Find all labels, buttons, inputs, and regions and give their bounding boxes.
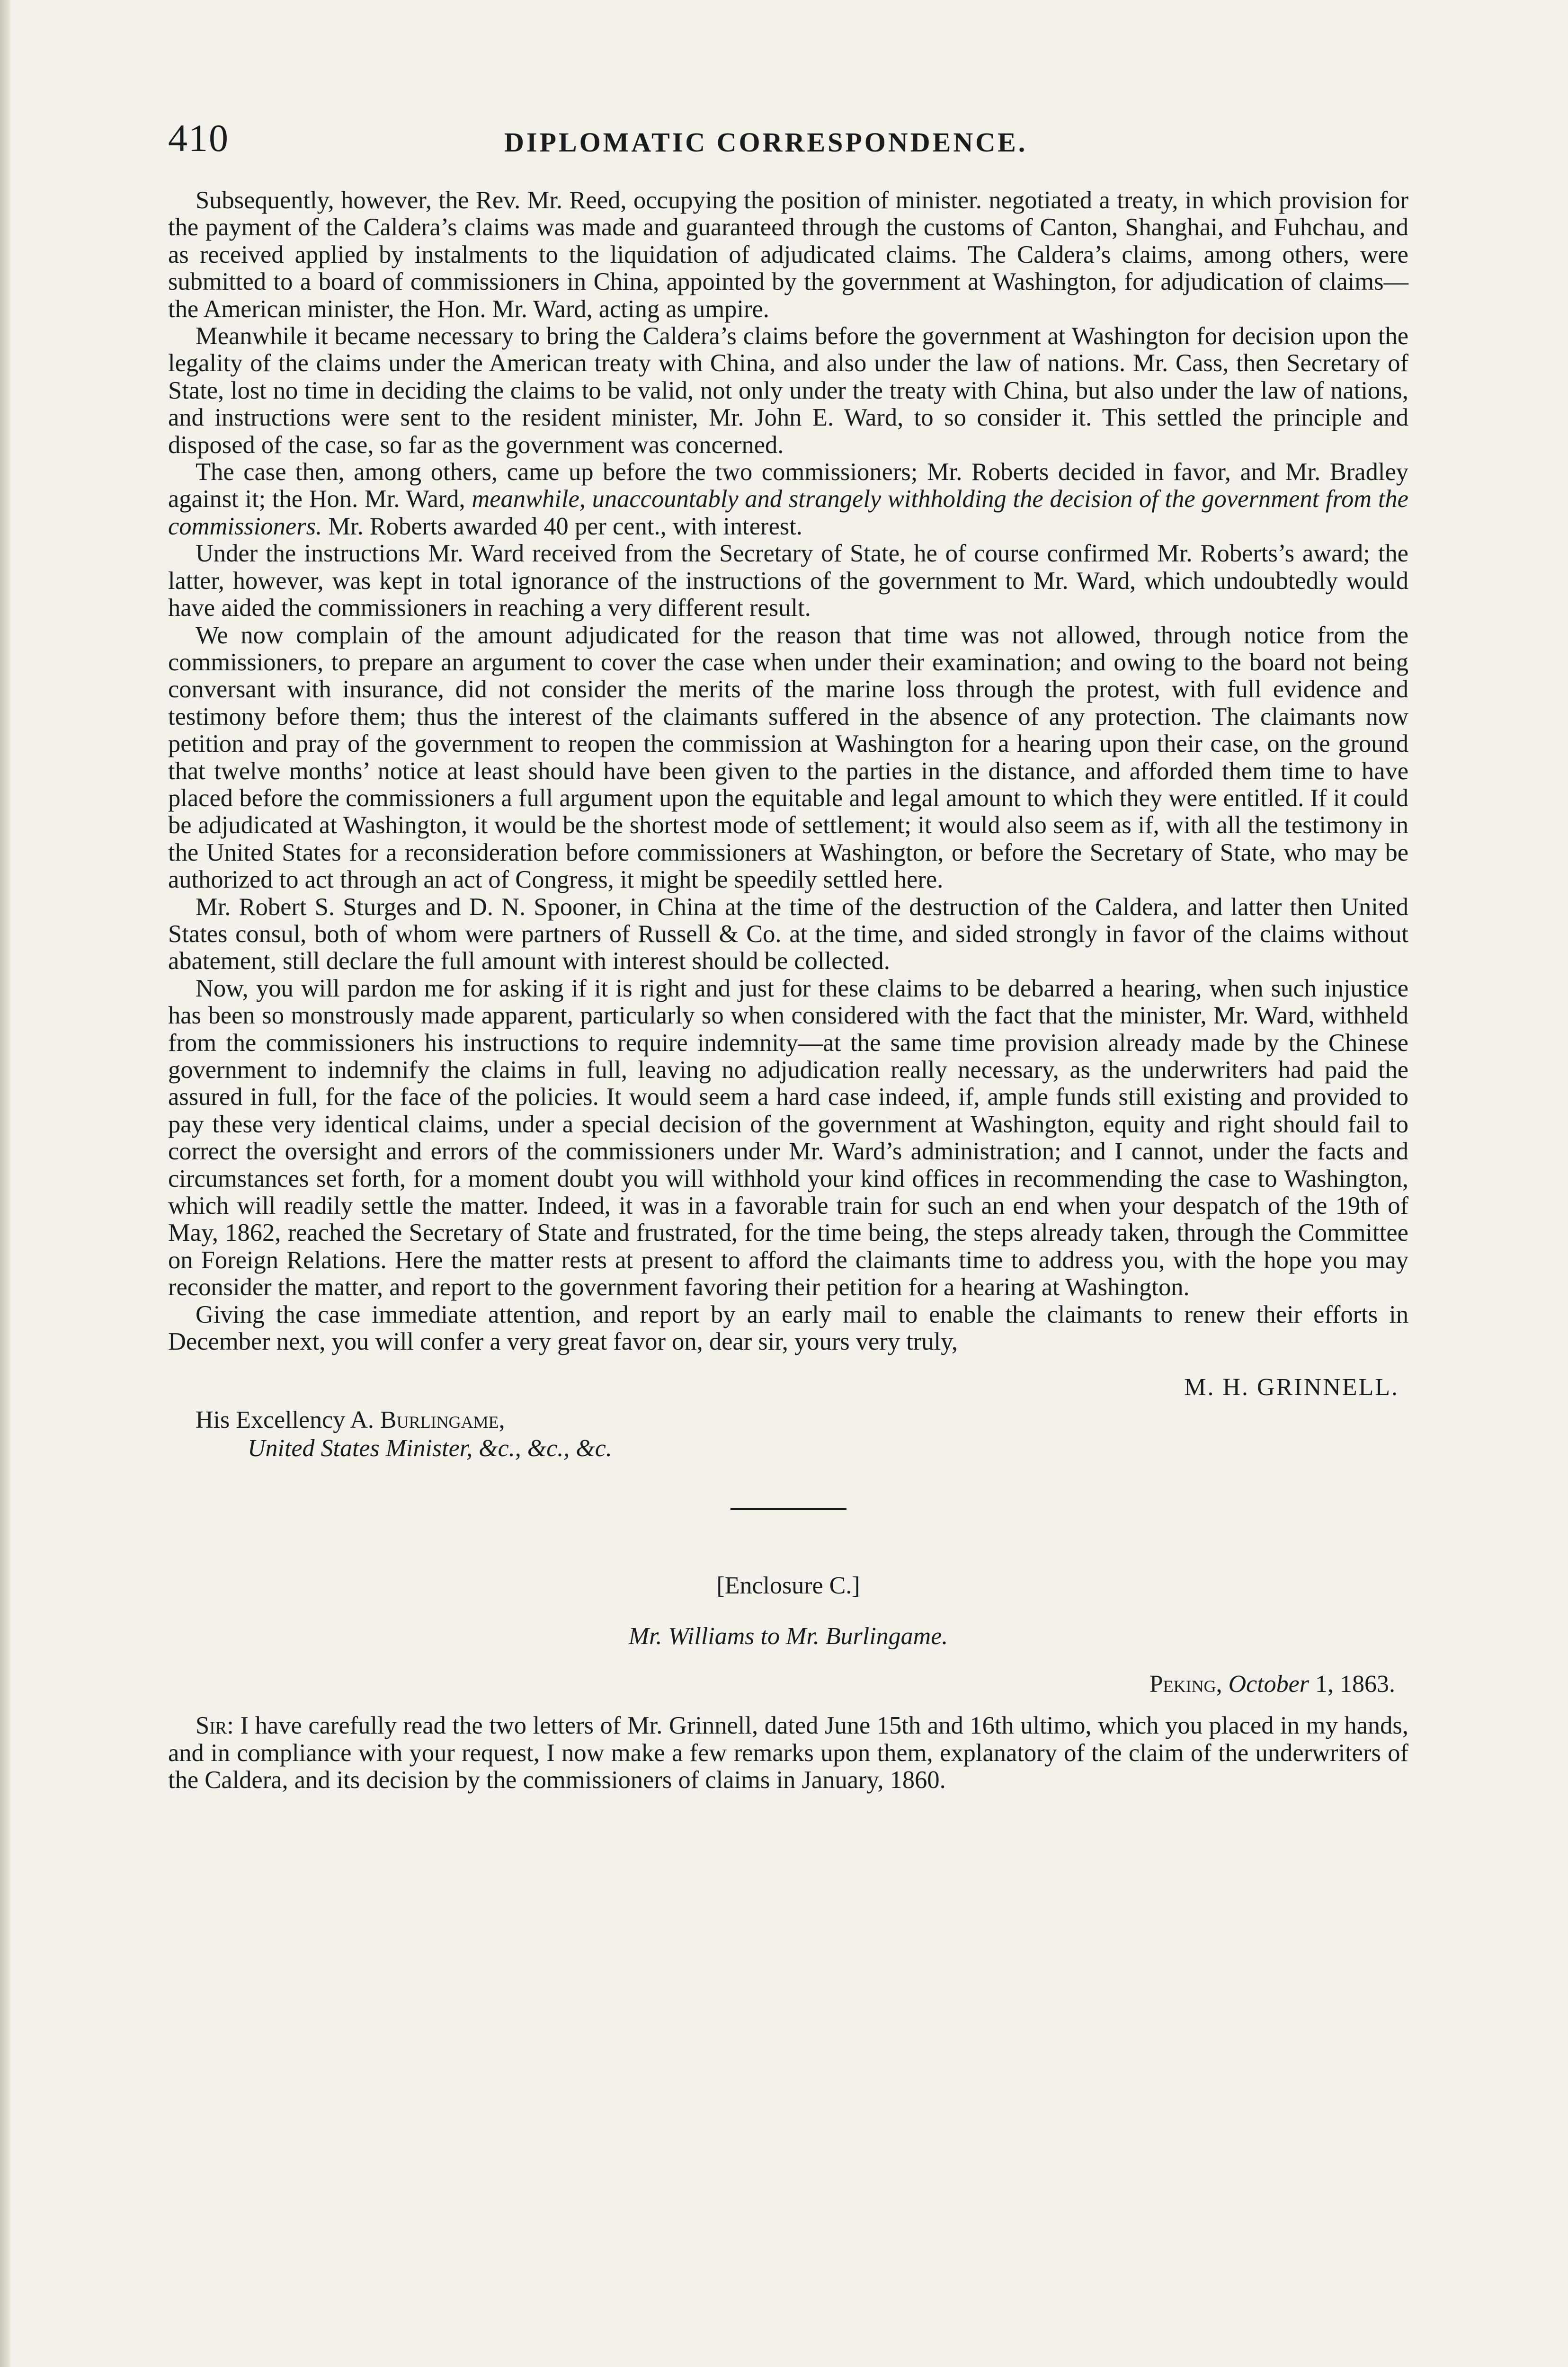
addressee-block — [168, 1406, 1408, 1463]
paragraph: Under the instructions Mr. Ward received from the Secretary of State, he of course confirmed Mr. Roberts’s award; the latter, however, was kept in total ignorance of the instructions of the government to Mr. Ward, which undoubtedly would have aided the commissioners in reaching a very different result. — [168, 540, 1408, 622]
paragraph: Mr. Robert S. Sturges and D. N. Spooner, in China at the time of the destruction of the Caldera, and latter then United States consul, both of whom were partners of Russell & Co. at the time, and sided strongly in favor of the claims without abatement, still declare the full amount with interest should be collected. — [168, 893, 1408, 975]
paragraph: Meanwhile it became necessary to bring the Caldera’s claims before the government at Washington for decision upon the legality of the claims under the American treaty with China, and also under the law of nations. Mr. Cass, then Secretary of State, lost no time in deciding the claims to be valid, not only under the treaty with China, but also under the law of nations, and instructions were sent to the resident minister, Mr. John E. Ward, to so consider it. This settled the principle and disposed of the case, so far as the government was concerned. — [168, 322, 1408, 459]
letter-heading: Mr. Williams to Mr. Burlingame. — [628, 1623, 948, 1650]
dateline-date: 1, 1863. — [1309, 1671, 1395, 1698]
addressee-prefix: His Excellency A. — [196, 1406, 380, 1434]
page-number: 410 — [168, 116, 229, 160]
paragraph: Subsequently, however, the Rev. Mr. Reed, occupying the position of minister. negotiated a treaty, in which provision for the payment of the Caldera’s claims was made and guaranteed through the customs of Canton, Shanghai, and Fuhchau, and as received applied by instalments to the liquidation of adjudicated claims. The Caldera’s claims, among others, were submitted to a board of commissioners in China, appointed by the government at Washington, for adjudication of claims—the American minister, the Hon. Mr. Ward, acting as umpire. — [168, 187, 1408, 323]
dateline-place: Peking, — [1149, 1671, 1229, 1698]
paragraph: Now, you will pardon me for asking if it is right and just for these claims to be debarred a hearing, when such injustice has been so monstrously made apparent, particularly so when considered with the fact that the minister, Mr. Ward, withheld from the commissioners his instructions to require indemnity—at the same time provision already made by the Chinese government to indemnify the claims in full, leaving no adjudication really necessary, as the underwriters had paid the assured in full, for the face of the policies. It would seem a hard case indeed, if, ample funds still existing and provided to pay these very identical claims, under a special decision of the government at Washington, equity and right should fail to correct the oversight and errors of the commissioners under Mr. Ward’s administration; and I cannot, under the facts and circumstances set forth, for a moment doubt you will withhold your kind offices in recommending the case to Washington, which will readily settle the matter. Indeed, it was in a favorable train for such an end when your despatch of the 19th of May, 1862, reached the Secretary of State and frustrated, for the time being, the steps already taken, through the Committee on Foreign Relations. Here the matter rests at present to afford the claimants time to address you, with the hope you may reconsider the matter, and report to the government favoring their petition for a hearing at Washington. — [168, 974, 1408, 1301]
page-header — [168, 116, 1408, 168]
page-binding-edge — [0, 0, 10, 2367]
enclosure-label: [Enclosure C.] — [716, 1572, 860, 1600]
paragraph: We now complain of the amount adjudicated for the reason that time was not allowed, through notice from the commissioners, to prepare an argument to cover the case when under their examination; and owing to the board not being conversant with insurance, did not consider the merits of the marine loss through the protest, with full evidence and testimony before them; thus the interest of the claimants suffered in the absence of any protection. The claimants now petition and pray of the government to reopen the commission at Washington for a hearing upon their case, on the ground that twelve months’ notice at least should have been given to the parties in the distance, and afforded them time to have placed before the commissioners a full argument upon the equitable and legal amount to which they were entitled. If it could be adjudicated at Washington, it would be the shortest mode of settlement; it would also seem as if, with all the testimony in the United States for a reconsideration before commissioners at Washington, or before the Secretary of State, who may be authorized to act through an act of Congress, it might be speedily settled here. — [168, 621, 1408, 894]
dateline-month: October — [1228, 1671, 1309, 1698]
salutation: Sir: — [196, 1712, 234, 1740]
dateline — [168, 1670, 1408, 1698]
section-divider — [731, 1508, 846, 1510]
addressee-title: United States Minister, &c., &c., &c. — [248, 1435, 612, 1462]
signature: M. H. GRINNELL. — [1184, 1374, 1399, 1401]
paragraph-text: Mr. Roberts awarded 40 per cent., with interest. — [322, 512, 802, 540]
paragraph: Giving the case immediate attention, and report by an early mail to enable the claimants to renew their efforts in December next, you will confer a very great favor on, dear sir, yours very truly, — [168, 1300, 1408, 1356]
addressee-line — [196, 1406, 1408, 1434]
paragraph — [168, 1712, 1408, 1794]
paragraph — [168, 459, 1408, 540]
paragraph-emphasis: meanwhile, unaccountably and strangely withholding the decision of the government from the commissioners. — [168, 485, 1408, 540]
enclosure-letter-body — [168, 1712, 1408, 1794]
paragraph-text: I have carefully read the two letters of Mr. Grinnell, dated June 15th and 16th ultimo, which you placed in my hands, and in compliance with your request, I now make a few remarks upon them, explanatory of the claim of the underwriters of the Caldera, and its decision by the commissioners of claims in January, 1860. — [168, 1712, 1408, 1794]
document-page — [168, 116, 1408, 1794]
letter-body-text — [168, 187, 1408, 1355]
running-head: DIPLOMATIC CORRESPONDENCE. — [504, 127, 1028, 158]
paragraph-text: The case then, among others, came up before the two commissioners; Mr. Roberts decided in favor, and Mr. Bradley against it; the Hon. Mr. Ward, — [168, 458, 1408, 513]
addressee-name: Burlingame, — [380, 1406, 505, 1434]
